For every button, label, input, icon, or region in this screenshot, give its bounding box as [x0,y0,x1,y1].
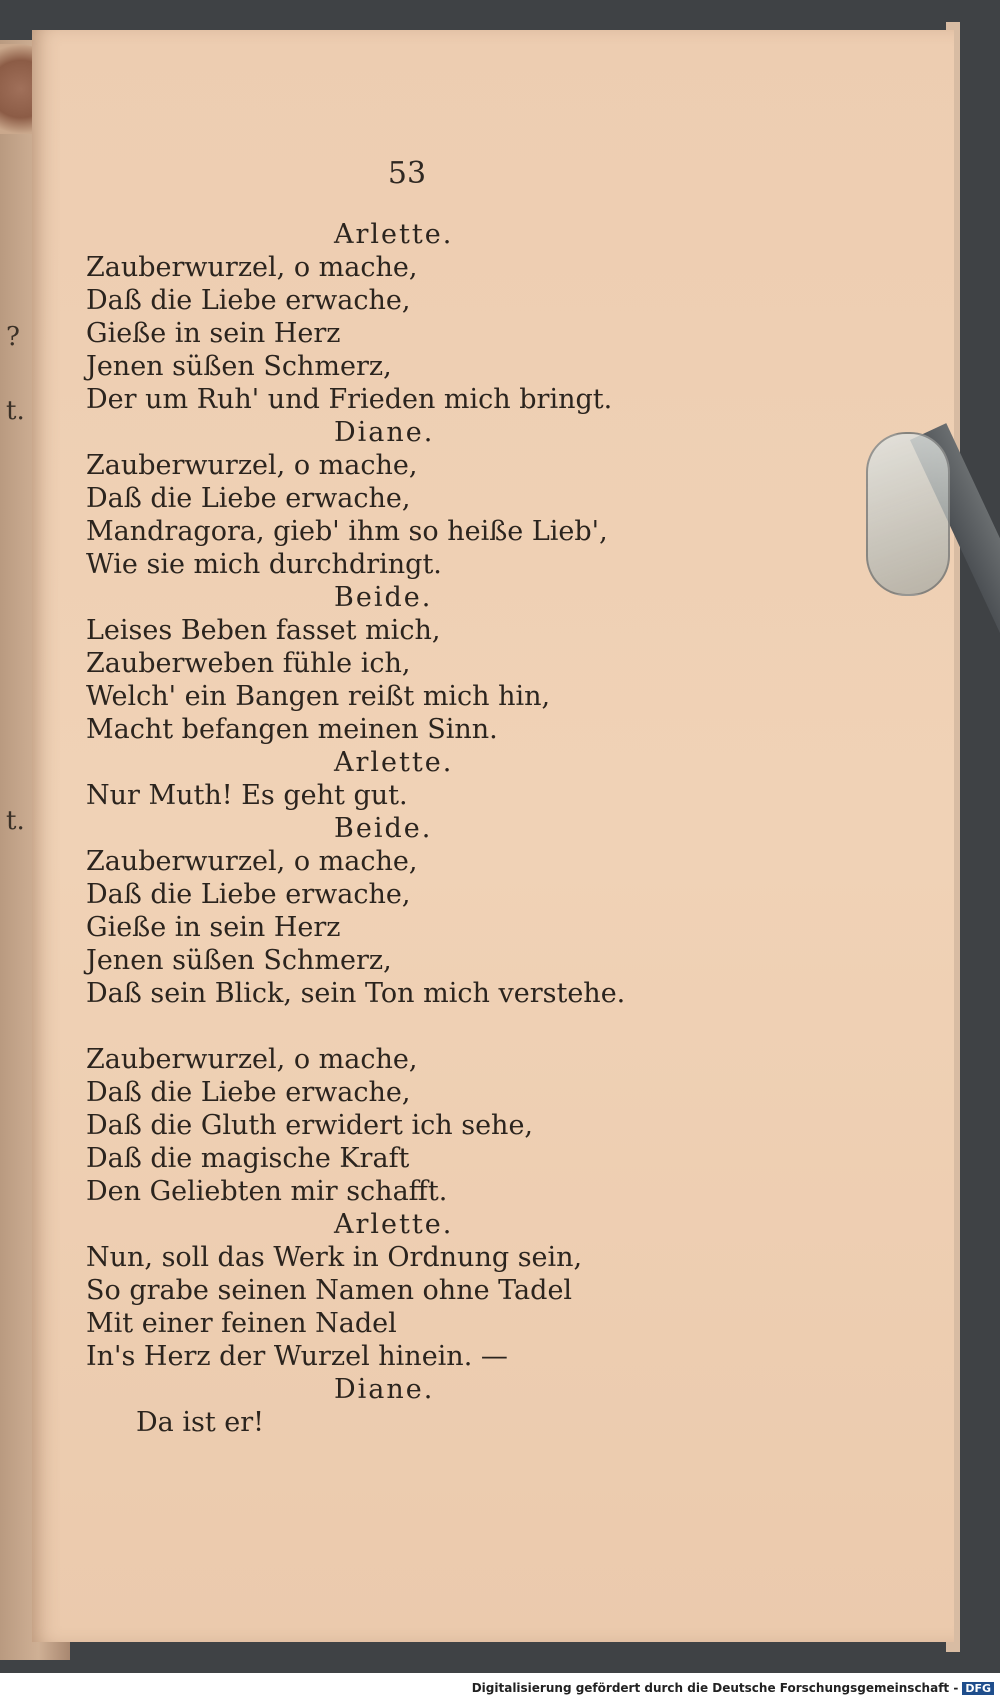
verse-line: Daß die Liebe erwache, [86,285,411,316]
verse-line: Zauberwurzel, o mache, [86,846,418,877]
stage-line: Da ist er! [136,1407,264,1438]
verse-line: Daß die Liebe erwache, [86,483,411,514]
dfg-logo: DFG [962,1682,994,1695]
verse-line: Daß sein Blick, sein Ton mich verstehe. [86,978,626,1009]
verse-line: Mandragora, gieb' ihm so heiße Lieb', [86,516,608,547]
speaker-name: Arlette. [334,219,454,250]
verse-line: Daß die Gluth erwidert ich sehe, [86,1110,534,1141]
margin-mark: ? [6,322,20,352]
verse-line: Daß die Liebe erwache, [86,879,411,910]
verse-line: Nur Muth! Es geht gut. [86,780,408,811]
verse-line: Welch' ein Bangen reißt mich hin, [86,681,551,712]
verse-line: Macht befangen meinen Sinn. [86,714,498,745]
verse-line: So grabe seinen Namen ohne Tadel [86,1275,573,1306]
speaker-name: Beide. [334,582,433,613]
verse-line: Zauberwurzel, o mache, [86,450,418,481]
stanza-gap [86,1010,926,1043]
verse-line: Gieße in sein Herz [86,912,341,943]
speaker-name: Arlette. [334,747,454,778]
verse-line: Zauberwurzel, o mache, [86,1044,418,1075]
speaker-name: Diane. [334,417,435,448]
verse-line: Wie sie mich durchdringt. [86,549,442,580]
verse-line: Daß die magische Kraft [86,1143,410,1174]
verse-line: Gieße in sein Herz [86,318,341,349]
verse-line: Zauberwurzel, o mache, [86,252,418,283]
page-number: 53 [387,156,427,191]
margin-mark: t. [6,806,25,836]
verse-text-block [86,218,926,1439]
footer-credit-text: Digitalisierung gefördert durch die Deutsche Forschungsgemeinschaft - [471,1681,959,1695]
speaker-name: Arlette. [334,1209,454,1240]
verse-line: Leises Beben fasset mich, [86,615,441,646]
margin-mark: t. [6,396,25,426]
verse-line: Mit einer feinen Nadel [86,1308,397,1339]
verse-line: Den Geliebten mir schafft. [86,1176,448,1207]
speaker-name: Diane. [334,1374,435,1405]
speaker-name: Beide. [334,813,433,844]
verse-line: Daß die Liebe erwache, [86,1077,411,1108]
footer-credit [472,1681,994,1695]
verse-line: Nun, soll das Werk in Ordnung sein, [86,1242,583,1273]
verse-line: In's Herz der Wurzel hinein. — [86,1341,508,1372]
verse-line: Jenen süßen Schmerz, [86,351,392,382]
footer-bar [0,1673,1000,1697]
verse-line: Zauberweben fühle ich, [86,648,411,679]
verse-line: Jenen süßen Schmerz, [86,945,392,976]
verse-line: Der um Ruh' und Frieden mich bringt. [86,384,613,415]
